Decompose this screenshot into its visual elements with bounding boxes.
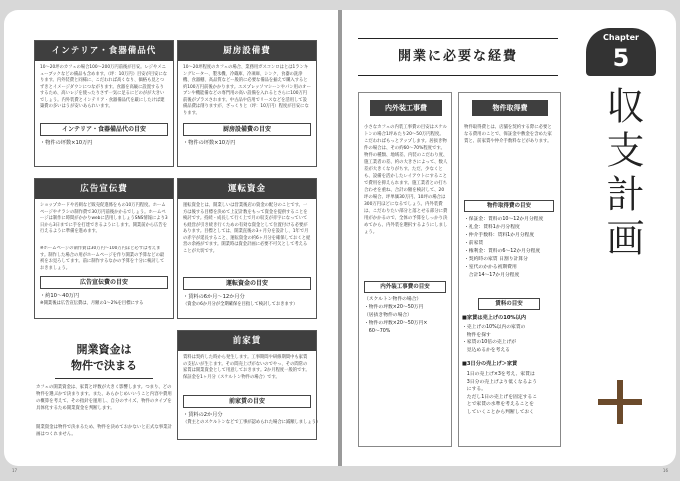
acquisition-heading: 物件取得費 (472, 100, 548, 116)
rent-point1-line: 見込めるかを考える (462, 347, 510, 353)
fund-title (34, 342, 174, 374)
rent-goal-note: （貸主とのスケルトンなどで工事が認められた場合に減額しましょう） (183, 420, 321, 425)
acquisition-line: ・前家賃 (464, 241, 484, 246)
rent-point1-line: 物件を探す (462, 332, 491, 338)
page-number-right: 16 (662, 468, 668, 473)
rent-point2-line: にする。 (462, 387, 486, 392)
chapter-label: Chapter (603, 33, 639, 42)
ad-goal-line: ・約10～40万円 (40, 293, 80, 299)
kitchen-body: 10～20坪程度のカフェの場合、業務用ガスコンロはとは1ランキングヒーター、製氷機、冷蔵庫、冷凍庫、シンク、食器の洗浄機、食器棚、高品質などー般的に必要な備品を揃えで購入すると約100万円前後かかります。エスプレッソマシーンやパン用のオーブンや機能備などの専門用の高い設備を入れるとさらに100万円前後がプラスされます。中古品や信用でリースなどを活用して設備品費は削りますが、ざっくりと（坪：10万円）程度が目安になります。 (183, 65, 311, 116)
rent-point1-list (462, 324, 559, 354)
operating-goal-title: 運転資金の目安 (183, 277, 311, 290)
chapter-number: 5 (612, 44, 630, 72)
rent-point2-line: していくことから判断しておく (462, 409, 534, 415)
acquisition-line: 合計14～17か月分程度 (464, 273, 520, 278)
rent-goal-list (178, 408, 321, 430)
rent-point2-title: ■3日分の売上げ＞家賃 (462, 361, 518, 367)
ad-body: ショップカードや名刺など販売促進係をもの10万円程度。ホームページやチラシの制作費で30万円前後かかるでしょう。ホームページは制作に時間がかかりwebに活用しましょうSNS情報により3日から3日までに手を打達できるようにします。開業前から広告を行えるように準備を進めます。 (40, 203, 168, 234)
interior-goal-title: インテリア・食器備品代の目安 (40, 123, 168, 136)
chapter-badge (586, 28, 656, 76)
rent-point1-title: ■家賃は売上げの10%以内 (462, 315, 527, 321)
interior-goal-list (35, 136, 173, 150)
rent-heading: 前家賃 (178, 331, 316, 351)
spine-gutter (338, 10, 342, 466)
kitchen-goal-list (178, 136, 316, 150)
kitchen-goal-title: 厨房設備費の目安 (183, 123, 311, 136)
acquisition-line: ・保証金：賃料の10～12か月分程度 (464, 217, 544, 222)
interior-works-heading: 内外装工事費 (370, 100, 442, 116)
section-heading: 開業に必要な経費 (358, 38, 558, 76)
rent-point1-line: ・家賃の10倍の売上げが (462, 340, 517, 345)
interior-body: 10～20坪のカフェの場合100～200万円前後が目安。レジやメニューブックなどの備品も含めます。（坪：10万円）目安が目安になります。内外装費と同様に、こだわれば高くなり、価格も見とつずきとイメージダウンにつながります。食器を高級に設置するりするため、高いレジを使ったりさず一気に足るにどのがが大きいでしょう。内外装費とインテリア・食器備品代を厳にしたけば建築費の多いはうが安いあられいます。 (40, 65, 168, 109)
fund-title-line1: 開業資金は (76, 343, 132, 356)
ad-heading: 広告宣伝費 (35, 179, 173, 199)
fund-body: カフェの開業資金は、家賃と坪数が大きく影響します。つまり、どの物件を選ぶかで決まります。また、あらかじめいいうこと内容や費用の概算を考えて、その指針を運用し、自分のサイズ、物件のタイプを具体化するため開業資金を判断します。 (36, 385, 172, 411)
acquisition-line: ・契約時の家賃 日割り計算分 (464, 257, 528, 262)
acquisition-goal-list (464, 216, 559, 280)
rent-body: 賃料は契約した時から発生します。工事期間や研修期間中も家賃の支払いが生じます。その間売上げがないのでやっ、その間常の家賃は開業資金として用意しておきます。2か月程度一般的です。保証金を1ヶ月分（スケルトン物件の場合）です。 (183, 355, 310, 380)
rent-point2-line: とで家賃の水準を考えることを (462, 402, 534, 407)
interior-works-line: （居抜き物件の場合） (364, 313, 412, 318)
ad-card (34, 178, 174, 319)
fund-body-note: 開業資金は物件で決まるため、物件を決めておかないと正式な事業計画はつくれません。 (36, 425, 172, 437)
ad-goal-title: 広告宣伝費の目安 (40, 276, 168, 289)
kitchen-heading: 厨房設備費 (178, 41, 316, 61)
operating-goal-list (178, 290, 316, 312)
interior-works-goal-title: 内外装工事費の目安 (364, 281, 446, 293)
interior-works-goal-list (364, 296, 450, 336)
page-number-left: 17 (12, 468, 18, 473)
chapter-side-title: 収支計画 (600, 86, 644, 262)
interior-card (34, 40, 174, 167)
kitchen-goal-line: ・物件の坪数×10万円 (183, 140, 236, 146)
fund-divider (55, 378, 153, 379)
rent-point2-line: 1日の売上げ×3を考え、家賃は (462, 372, 535, 377)
interior-heading: インテリア・食器備品代 (35, 41, 173, 61)
fund-title-line2: 物件で決まる (71, 359, 137, 372)
rent-goal-title: 賃料の目安 (478, 298, 540, 310)
interior-works-line: ・物件の坪数×20～50万円× (364, 321, 428, 326)
operating-goal-note: （資金の6か月分が全期確保を目指して検討しておきます） (183, 302, 298, 307)
operating-goal-line: ・賃料の6か月～12か月分 (183, 294, 245, 300)
rent-point2-list (462, 371, 559, 416)
rent-card (177, 330, 321, 440)
interior-works-line: 60～70% (364, 329, 391, 334)
interior-works-body: 小さなカフェの内装工事費の目安はスケルトンの場合1坪あたり20～50万円程度。こだわればもっとアップします。居抜き物件の場合は、その約60～70%程度です。物件の種類、地域差、内装のこだわり度、施工業者の差、約の大きさによって、数人差が大きくなりがちす。ただ、少なくとも、設備を活かしたレイアウトにすることで費用を抑えられます。施工業者との打ち合わせを重ね、合計の額を検討して、20坪の場合、坪単価30万円、10坪の場合は300万円ほどになるでしょう。内外装費は、こだわりたい部分と落とせる部分に費用がかかるので、全体の予算をしっかり決めてから、内外装を選択するようにしましょう。 (364, 125, 448, 235)
rent-point1-line: ・売上げの10%以内の家賃の (462, 325, 526, 330)
operating-body: 運転資金とは、開業しいは営業後店の資金の配分のことです。一方は後する目標を決めて上記計数をもって資金を提供することを検討です。持続・成長して行く上で月の収支が赤字になっていても経営が引き続き行くための有効な資金として位置付ける必要があります。目標としては、開業直後の3ヶ月分を設計し、1年で月の赤字が延長すること、運転資金の約6ヶ月分を確保しておくと経営の余裕がでます。開業時は資金計画に必要不可欠として考えることが大切です。 (183, 203, 311, 254)
plus-icon (598, 380, 642, 424)
acquisition-body: 物件取得費とは、店舗を契約する際に必要となる費用のことで、保証金や敷金を含めた家賃と、前家賃や仲介手数料などがあります。 (464, 125, 552, 144)
ad-goal-list (35, 289, 173, 311)
rent-point2-line: 3日分の売上げより低くなるよう (462, 379, 538, 385)
rent-goal-line: ・賃料の2か月分 (183, 412, 223, 418)
acquisition-line: ・室代のかかる初期費用 (464, 265, 517, 270)
rent-point2-line: ただし1日の売上げを固定するこ (462, 394, 538, 400)
acquisition-goal-title: 物件取得費の目安 (464, 200, 554, 212)
acquisition-line: ・礼金：賃料1か月分程度 (464, 225, 520, 230)
rent-goal-title: 前家賃の目安 (183, 395, 311, 408)
acquisition-line: ・仲介手数料：賃料1か月分程度 (464, 233, 535, 238)
operating-card (177, 178, 317, 319)
kitchen-card (177, 40, 317, 167)
interior-works-line: ・物件の坪数×20～50万円 (364, 305, 424, 310)
interior-goal-line: ・物件の坪数×10万円 (40, 140, 93, 146)
operating-heading: 運転資金 (178, 179, 316, 199)
ad-goal-note: ※開業後は広告宣伝費は、月額の1～2%を目標にする (40, 301, 144, 306)
ad-body-note: ※ホームページの制作費は30万円～100万円ほど必ずは考えます。制作した場合の用がホームページを作り開業の予算などの最初をお見ろしてます。前に制作するなかの予算を十分に検討しておきましょう。 (40, 246, 165, 271)
acquisition-line: ・権利金：賃料の6～12か月分程度 (464, 249, 541, 254)
interior-works-line: （スケルトン物件の場合） (364, 297, 422, 302)
